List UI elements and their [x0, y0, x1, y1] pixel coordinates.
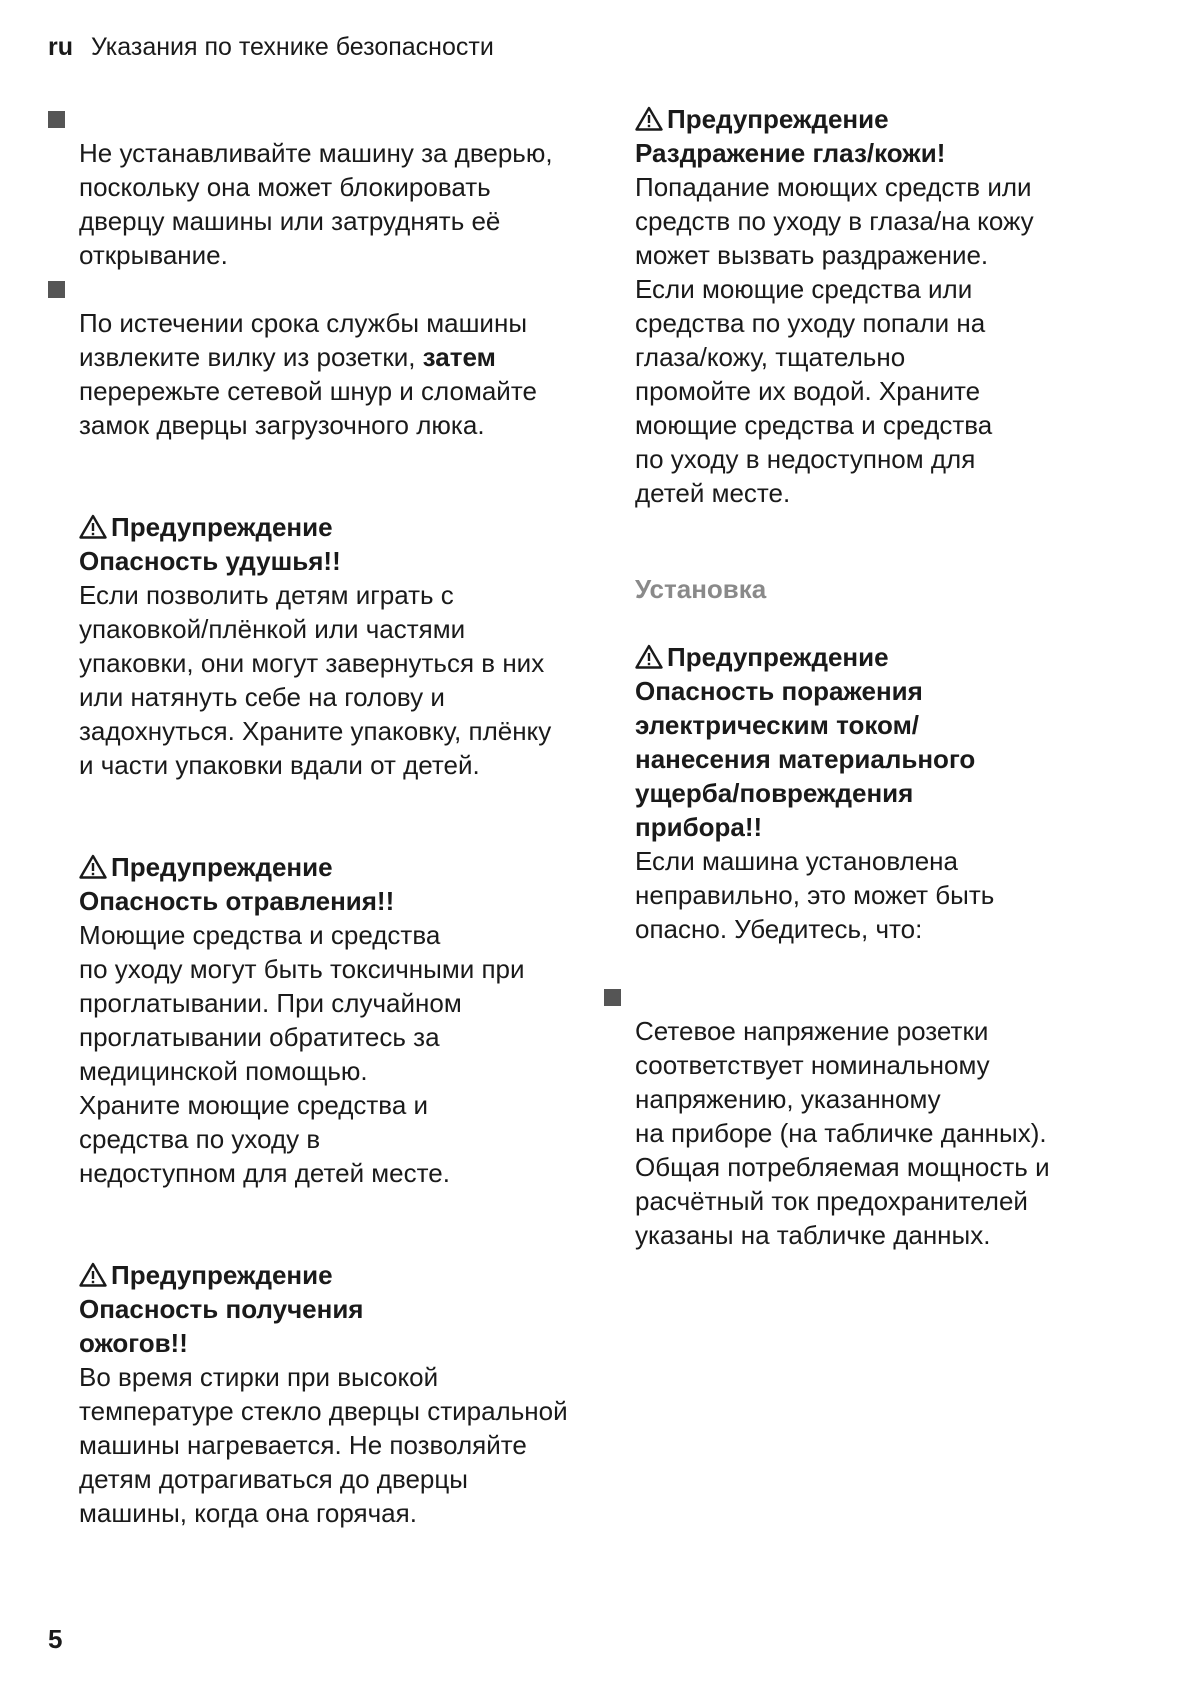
warning-block — [48, 510, 608, 782]
warning-triangle-icon — [635, 106, 663, 131]
list-item-text: Сетевое напряжение розетки соответствует номинальному напряжению, указанному на приборе (на табличке данных). Общая потребляемая мощность и расчётный ток предохранителей указаны на табличке данных. — [635, 1016, 1050, 1250]
warning-title: Предупреждение — [635, 640, 1190, 674]
list-item — [48, 272, 608, 442]
warning-block — [635, 640, 1190, 946]
page-number: 5 — [48, 1624, 63, 1654]
warning-triangle-icon — [79, 854, 107, 879]
warning-block — [48, 850, 608, 1190]
warning-body: Во время стирки при высокой температуре стекло дверцы стиральной машины нагревается. Не позволяйте детям дотрагиваться до дверцы машины, когда она горячая. — [79, 1362, 568, 1528]
warning-subtitle: Опасность получения ожогов!! — [79, 1294, 364, 1358]
emphasis-text: затем — [422, 342, 496, 372]
warning-body: Если позволить детям играть с упаковкой/плёнкой или частями упаковки, они могут завернуться в них или натянуть себе на голову и задохнуться. Храните упаковку, плёнку и части упаковки вдали от детей. — [79, 580, 552, 780]
warning-block — [635, 102, 1190, 510]
page-header — [48, 32, 494, 62]
warning-title: Предупреждение — [79, 1258, 608, 1292]
warning-block — [48, 1258, 608, 1530]
right-column — [635, 102, 1190, 1252]
section-title: Установка — [635, 574, 767, 604]
list-item-text: перережьте сетевой шнур и сломайте замок дверцы загрузочного люка. — [79, 376, 537, 440]
list-item-text: По истечении срока службы машины извлеките вилку из розетки, — [79, 308, 528, 372]
warning-subtitle: Опасность удушья!! — [79, 546, 341, 576]
bullet-square-icon — [604, 989, 621, 1006]
language-code: ru — [48, 33, 73, 61]
list-item — [604, 980, 1190, 1252]
bullet-square-icon — [48, 281, 65, 298]
warning-body: Попадание моющих средств или средств по уходу в глаза/на кожу может вызвать раздражение. Если моющие средства или средства по уходу попали на глаза/кожу, тщательно промойте их водой. Храните моющие средства и средства по уходу в недоступном для детей месте. — [635, 172, 1034, 508]
warning-triangle-icon — [79, 514, 107, 539]
warning-triangle-icon — [635, 644, 663, 669]
warning-subtitle: Опасность отравления!! — [79, 886, 395, 916]
header-title: Указания по технике безопасности — [91, 33, 494, 61]
list-item-text: Не устанавливайте машину за дверью, поскольку она может блокировать дверцу машины или затруднять её открывание. — [79, 138, 553, 270]
left-column — [48, 102, 608, 1530]
warning-subtitle: Раздражение глаз/кожи! — [635, 138, 946, 168]
warning-title: Предупреждение — [635, 102, 1190, 136]
warning-body: Моющие средства и средства по уходу могут быть токсичными при проглатывании. При случайном проглатывании обратитесь за медицинской помощью. Храните моющие средства и средства по уходу в недоступном для детей месте. — [79, 920, 525, 1188]
warning-body: Если машина установлена неправильно, это может быть опасно. Убедитесь, что: — [635, 846, 995, 944]
warning-subtitle: Опасность поражения электрическим током/ нанесения материального ущерба/повреждения прибора!! — [635, 676, 976, 842]
warning-title: Предупреждение — [79, 510, 608, 544]
list-item — [48, 102, 608, 272]
warning-title: Предупреждение — [79, 850, 608, 884]
warning-triangle-icon — [79, 1262, 107, 1287]
bullet-square-icon — [48, 111, 65, 128]
